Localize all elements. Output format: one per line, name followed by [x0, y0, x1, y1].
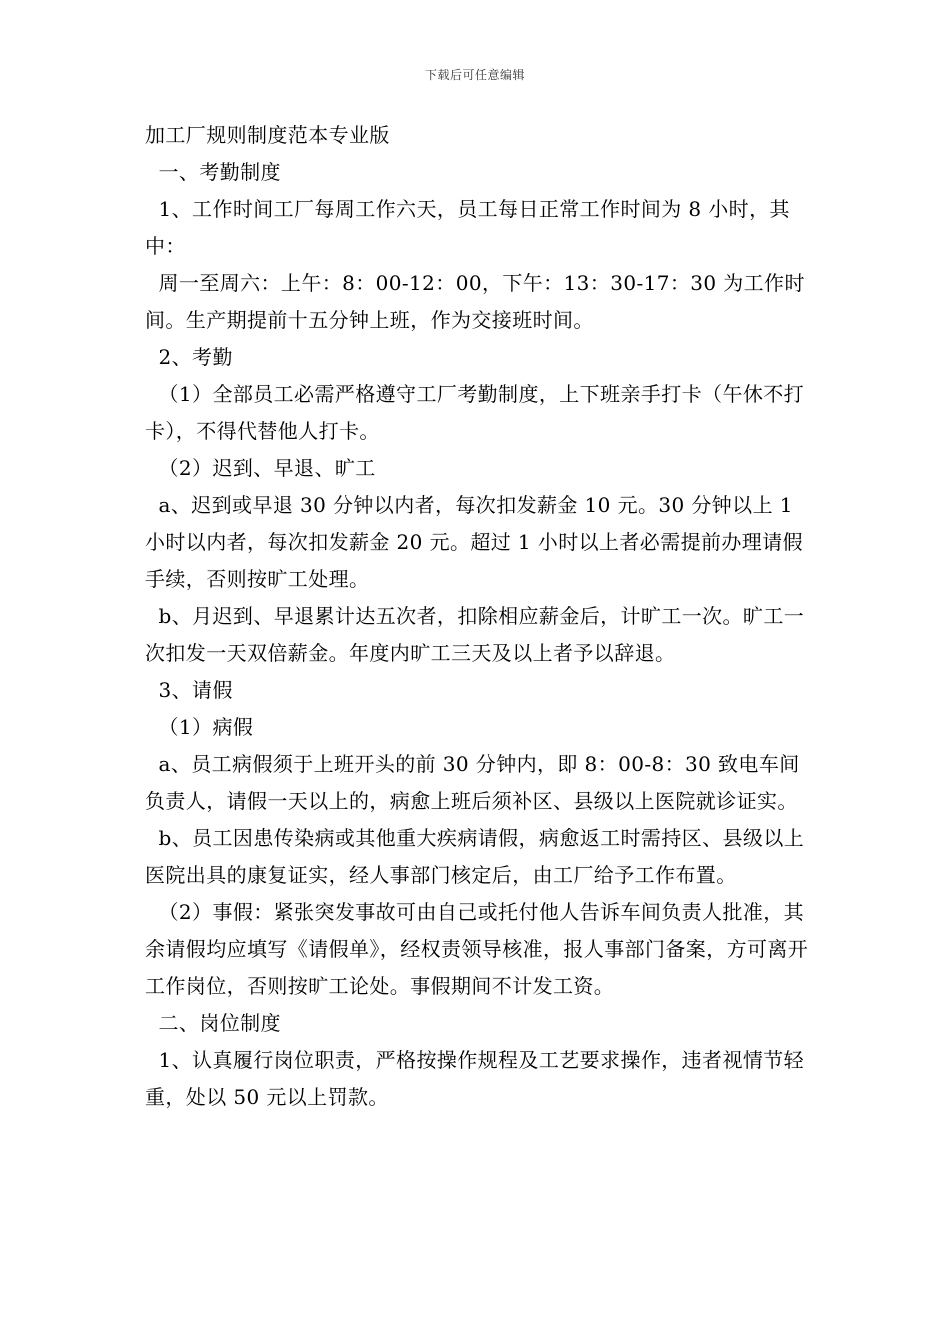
subsection-heading: 2、考勤	[145, 345, 233, 369]
paragraph: （2）事假：紧张突发事故可由自己或托付他人告诉车间负责人批准，其余请假均应填写《请假单》，经权责领导核准，报人事部门备案，方可离开工作岗位，否则按旷工论处。事假期间不计发工资。	[145, 900, 809, 998]
subsection-heading: （1）病假	[145, 715, 254, 739]
section-heading: 二、岗位制度	[145, 1011, 281, 1035]
paragraph: 周一至周六：上午：8：00-12：00，下午：13：30-17：30 为工作时间。生产期提前十五分钟上班，作为交接班时间。	[145, 271, 805, 332]
header-note: 下载后可任意编辑	[424, 68, 525, 82]
paragraph: a、迟到或早退 30 分钟以内者，每次扣发薪金 10 元。30 分钟以上 1 小时以内者，每次扣发薪金 20 元。超过 1 小时以上者必需提前办理请假手续，否则按旷工处理。	[145, 493, 804, 591]
paragraph: b、员工因患传染病或其他重大疾病请假，病愈返工时需持区、县级以上医院出具的康复证实，经人事部门核定后，由工厂给予工作布置。	[145, 826, 805, 887]
subsection-heading: 3、请假	[145, 678, 233, 702]
paragraph: 1、工作时间工厂每周工作六天，员工每日正常工作时间为 8 小时，其中：	[145, 197, 790, 258]
paragraph: 1、认真履行岗位职责，严格按操作规程及工艺要求操作，违者视情节轻重，处以 50 元以上罚款。	[145, 1048, 805, 1109]
paragraph: （1）全部员工必需严格遵守工厂考勤制度，上下班亲手打卡（午休不打卡），不得代替他人打卡。	[145, 382, 805, 443]
subsection-heading: （2）迟到、早退、旷工	[145, 456, 376, 480]
section-heading: 一、考勤制度	[145, 160, 281, 184]
document-body	[145, 117, 813, 1116]
paragraph: b、月迟到、早退累计达五次者，扣除相应薪金后，计旷工一次。旷工一次扣发一天双倍薪金。年度内旷工三天及以上者予以辞退。	[145, 604, 805, 665]
document-title: 加工厂规则制度范本专业版	[145, 123, 390, 147]
paragraph: a、员工病假须于上班开头的前 30 分钟内，即 8：00-8：30 致电车间负责人，请假一天以上的，病愈上班后须补区、县级以上医院就诊证实。	[145, 752, 800, 813]
